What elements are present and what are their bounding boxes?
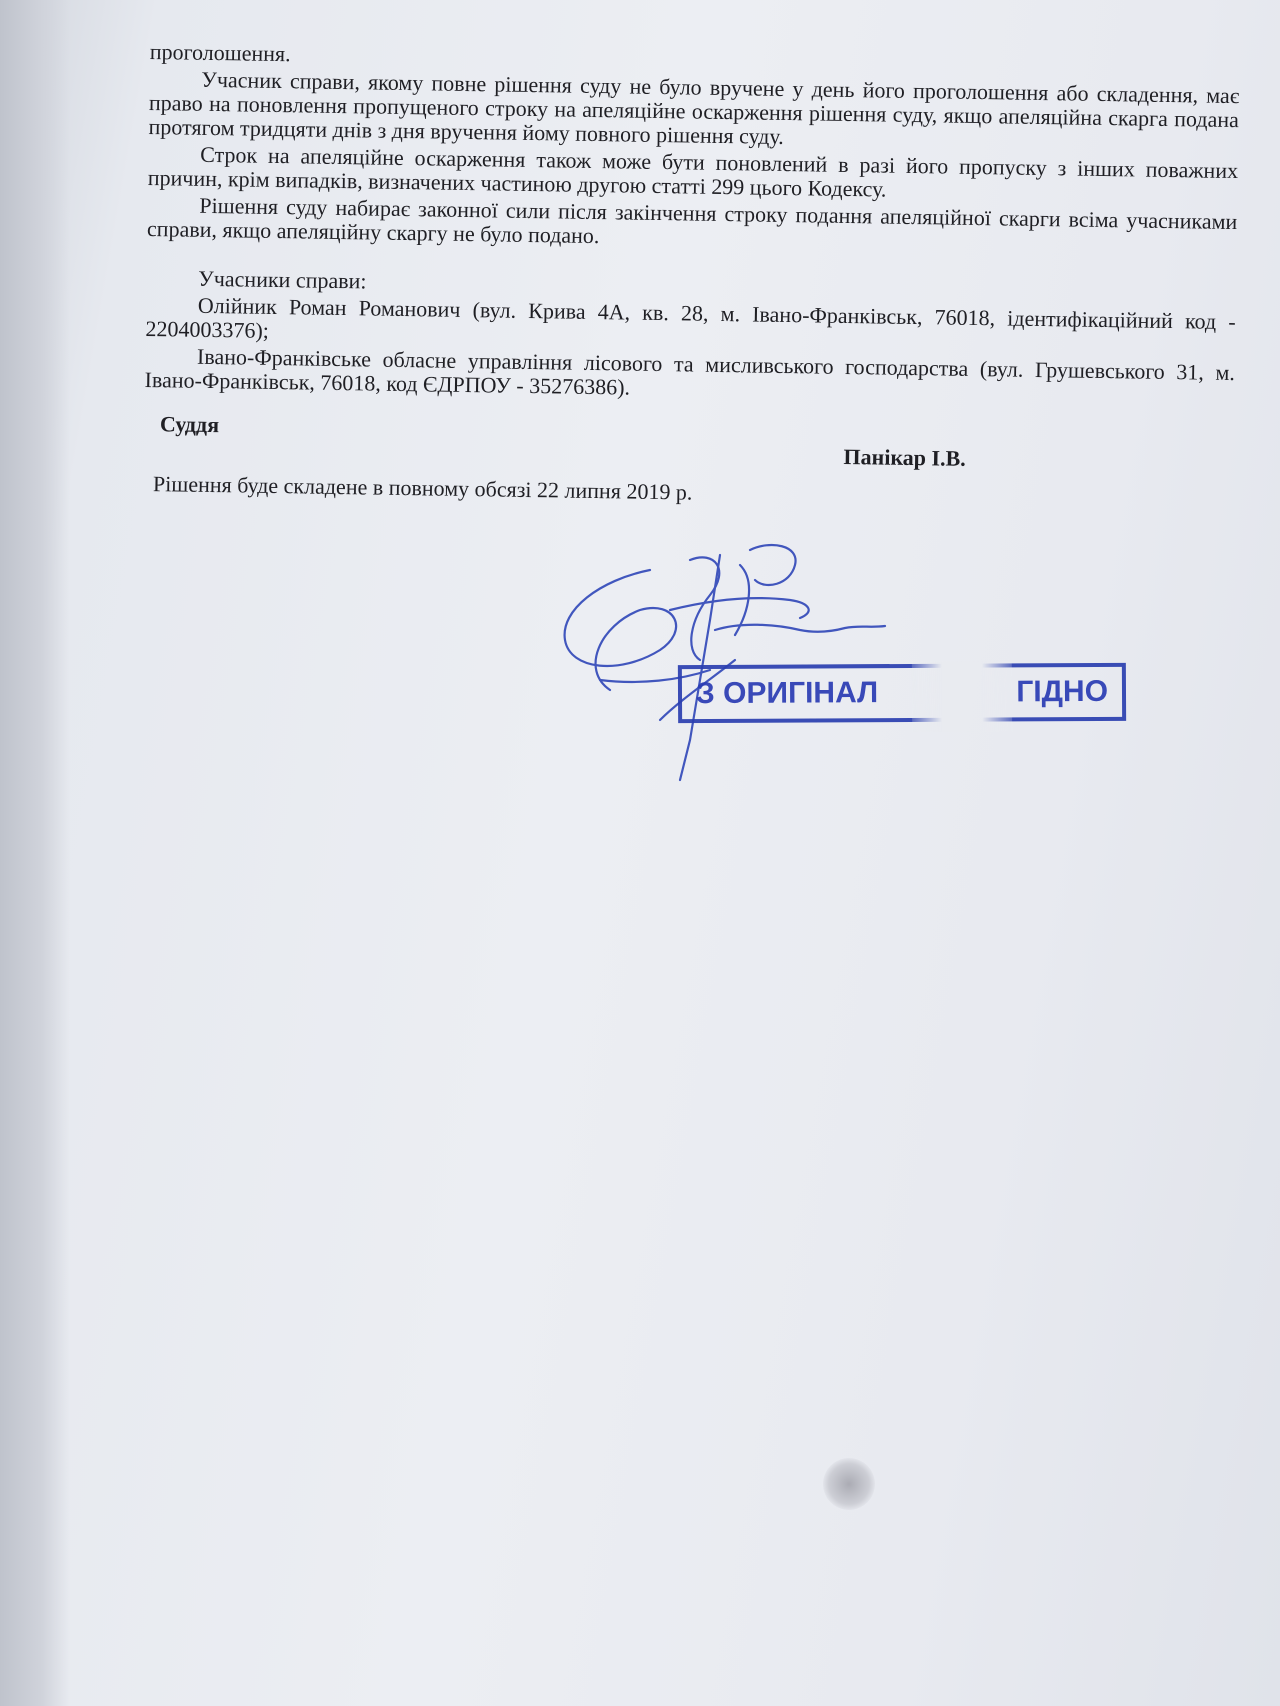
paragraph-appeal-term: Строк на апеляційне оскарження також може бути поновлений в разі його пропуску з інших поважних причин, крім випадків, визначених частиною другою статті 299 цього Кодексу.: [147, 141, 1239, 202]
final-note: Рішення буде складене в повному обсязі 22 липня 2019 р.: [152, 471, 693, 505]
stamp-text-right: ГІДНО: [1016, 674, 1109, 709]
judge-label: Суддя: [159, 411, 220, 438]
stamp-text-left: З ОРИГІНАЛ: [695, 676, 879, 711]
page-edge-shadow: [0, 0, 70, 1706]
participant-plaintiff: Олійник Роман Романович (вул. Крива 4А, кв. 28, м. Івано-Франківськ, 76018, ідентифікаційний код - 2204003376);: [145, 292, 1236, 343]
paragraph-legal-force: Рішення суду набирає законної сили після закінчення строку подання апеляційної скарги всіма учасниками справи, якщо апеляційну скаргу не було подано.: [146, 192, 1238, 249]
ink-smudge: [823, 1458, 875, 1510]
document-body: [143, 40, 1240, 516]
participants-heading: Учасники справи:: [198, 265, 367, 294]
participant-defendant: Івано-Франківське обласне управління лісового та мисливського господарства (вул. Грушевського 31, м. Івано-Франківськ, 76018, код ЄДРПОУ - 35276386).: [144, 343, 1236, 400]
paragraph-continuation: проголошення.: [149, 39, 291, 67]
judge-name: Панікар І.В.: [843, 443, 966, 471]
stamp-faded-gap: [912, 661, 1012, 732]
certification-stamp: [678, 663, 1126, 723]
paragraph-renewal-right: Учасник справи, якому повне рішення суду не було вручене у день його проголошення або складення, має право на поновлення пропущеного строку на апеляційне оскарження рішення суду, якщо апеляційна скарга подана протягом тридцяти днів з дня вручення йому повного рішення суду.: [148, 66, 1240, 149]
